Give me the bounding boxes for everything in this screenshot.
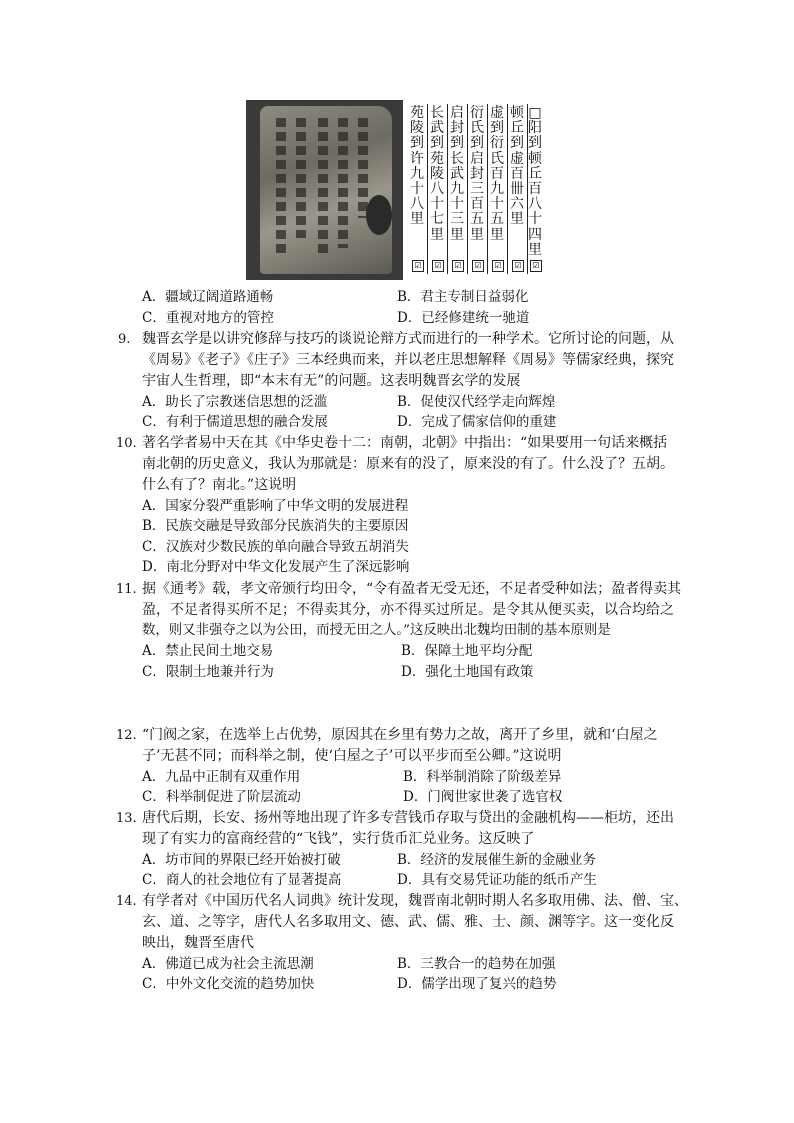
tablet-photo: [246, 100, 403, 280]
q8-option-d[interactable]: D．已经修建统一驰道: [397, 310, 530, 326]
q14-option-c[interactable]: C．中外文化交流的趋势加快: [142, 976, 315, 992]
q13-stem-line: 现了有实力的富商经营的“飞钱”，实行货币汇兑业务。这反映了: [142, 831, 535, 847]
q10-option-b[interactable]: B．民族交融是导致部分民族消失的主要原因: [142, 518, 409, 534]
tablet-figure: [246, 100, 544, 280]
q11-option-d[interactable]: D．强化土地国有政策: [401, 664, 534, 680]
q11-option-b[interactable]: B．保障土地平均分配: [401, 643, 533, 659]
transcript-column: 虚到衍氏百九十五里: [490, 105, 504, 243]
q14-number: 14.: [116, 894, 137, 909]
q9-stem-line: 《周易》《老子》《庄子》三本经典而来，并以老庄思想解释《周易》等儒家经典，探究: [142, 352, 674, 368]
check-mark-icon: ☑: [512, 260, 524, 272]
q10-stem-line: 南北朝的历史意义，我认为那就是：原来有的没了，原来没的有了。什么没了？五胡。: [142, 456, 674, 472]
q11-option-a[interactable]: A．禁止民间土地交易: [142, 643, 274, 659]
transcript-column: 苑陵到许九十八里: [410, 105, 424, 228]
transcript-column: 启封到长武九十三里: [450, 105, 464, 243]
q13-option-a[interactable]: A．坊市间的界限已经开始被打破: [142, 852, 341, 868]
q10-stem-line: 什么有了？南北。”这说明: [142, 477, 297, 493]
q11-stem-line: 数，则又非强夺之以为公田，而授无田之人。”这反映出北魏均田制的基本原则是: [142, 623, 611, 638]
q12-option-d[interactable]: D．门阀世家世袭了选官权: [403, 789, 563, 805]
q12-stem-line: “门阀之家，在选举上占优势，原因其在乡里有势力之故，离开了乡里，就和‘白屋之: [142, 727, 658, 743]
q9-number: 9.: [118, 332, 131, 347]
q10-number: 10.: [116, 436, 137, 451]
q12-option-a[interactable]: A．九品中正制有双重作用: [142, 769, 301, 785]
check-mark-icon: ☑: [530, 260, 542, 272]
transcript-column: 长武到苑陵八十七里: [430, 105, 444, 243]
q13-stem-line: 唐代后期，长安、扬州等地出现了许多专营钱币存取与贷出的金融机构——柜坊，还出: [142, 810, 674, 826]
q12-stem-line: 子’无甚不同；而科举之制，使‘白屋之子’可以平步而至公卿。”这说明: [142, 748, 562, 764]
q13-number: 13.: [116, 811, 137, 826]
q11-number: 11.: [116, 582, 137, 597]
transcript-column: □阳到顿丘百八十四里: [528, 105, 542, 258]
q10-option-d[interactable]: D．南北分野对中华文化发展产生了深远影响: [142, 559, 410, 575]
q8-option-c[interactable]: C．重视对地方的管控: [142, 310, 274, 326]
q10-option-a[interactable]: A．国家分裂严重影响了中华文明的发展进程: [142, 498, 409, 514]
q14-stem-line: 玄、道、之等字，唐代人名多取用文、德、武、儒、雅、士、颜、渊等字。这一变化反: [142, 914, 674, 930]
q12-option-b[interactable]: B．科举制消除了阶级差异: [403, 769, 562, 785]
check-mark-icon: ☑: [472, 260, 484, 272]
check-mark-icon: ☑: [432, 260, 444, 272]
q10-option-c[interactable]: C．汉族对少数民族的单向融合导致五胡消失: [142, 539, 409, 555]
q9-option-d[interactable]: D．完成了儒家信仰的重建: [397, 414, 557, 430]
q14-option-b[interactable]: B．三教合一的趋势在加强: [397, 956, 556, 972]
q13-option-c[interactable]: C．商人的社会地位有了显著提高: [142, 872, 342, 888]
q14-stem-line: 有学者对《中国历代名人词典》统计发现，魏晋南北朝时期人名多取用佛、法、僧、宝、: [142, 893, 688, 909]
q14-option-a[interactable]: A．佛道已成为社会主流思潮: [142, 956, 314, 972]
check-mark-icon: ☑: [492, 260, 504, 272]
q14-option-d[interactable]: D．儒学出现了复兴的趋势: [397, 976, 557, 992]
q11-option-c[interactable]: C．限制土地兼并行为: [142, 664, 274, 680]
q13-option-d[interactable]: D．具有交易凭证功能的纸币产生: [397, 872, 597, 888]
q12-option-c[interactable]: C．科举制促进了阶层流动: [142, 789, 301, 805]
q13-option-b[interactable]: B．经济的发展催生新的金融业务: [397, 852, 596, 868]
q11-stem-line: 盈，不足者得买所不足；不得卖其分，亦不得买过所足。是令其从便买卖，以合均给之: [142, 602, 674, 618]
transcript-column: 衍氏到启封三百五里: [470, 105, 484, 243]
q9-option-a[interactable]: A．助长了宗教迷信思想的泛滥: [142, 394, 328, 410]
q8-option-a[interactable]: A．疆域辽阔道路通畅: [142, 289, 274, 305]
q9-option-b[interactable]: B．促使汉代经学走向辉煌: [397, 394, 556, 410]
q10-stem-line: 著名学者易中天在其《中华史卷十二：南朝，北朝》中指出：“如果要用一句话来概括: [142, 435, 668, 451]
q9-option-c[interactable]: C．有利于儒道思想的融合发展: [142, 414, 328, 430]
q8-option-b[interactable]: B．君主专制日益弱化: [397, 289, 529, 305]
q9-stem-line: 宇宙人生哲理，即“本末有无”的问题。这表明魏晋玄学的发展: [142, 373, 521, 389]
check-mark-icon: ☑: [452, 260, 464, 272]
tablet-transcription: [406, 100, 544, 280]
transcript-column: 顿丘到虚百卌六里: [510, 105, 524, 228]
check-mark-icon: ☑: [412, 260, 424, 272]
q14-stem-line: 映出，魏晋至唐代: [142, 935, 254, 951]
q9-stem-line: 魏晋玄学是以讲究修辞与技巧的谈说论辩方式而进行的一种学术。它所讨论的问题，从: [142, 331, 674, 347]
q12-number: 12.: [116, 728, 137, 743]
q11-stem-line: 据《通考》载，孝文帝颁行均田令，“令有盈者无受无还，不足者受种如法；盈者得卖其: [142, 581, 682, 597]
